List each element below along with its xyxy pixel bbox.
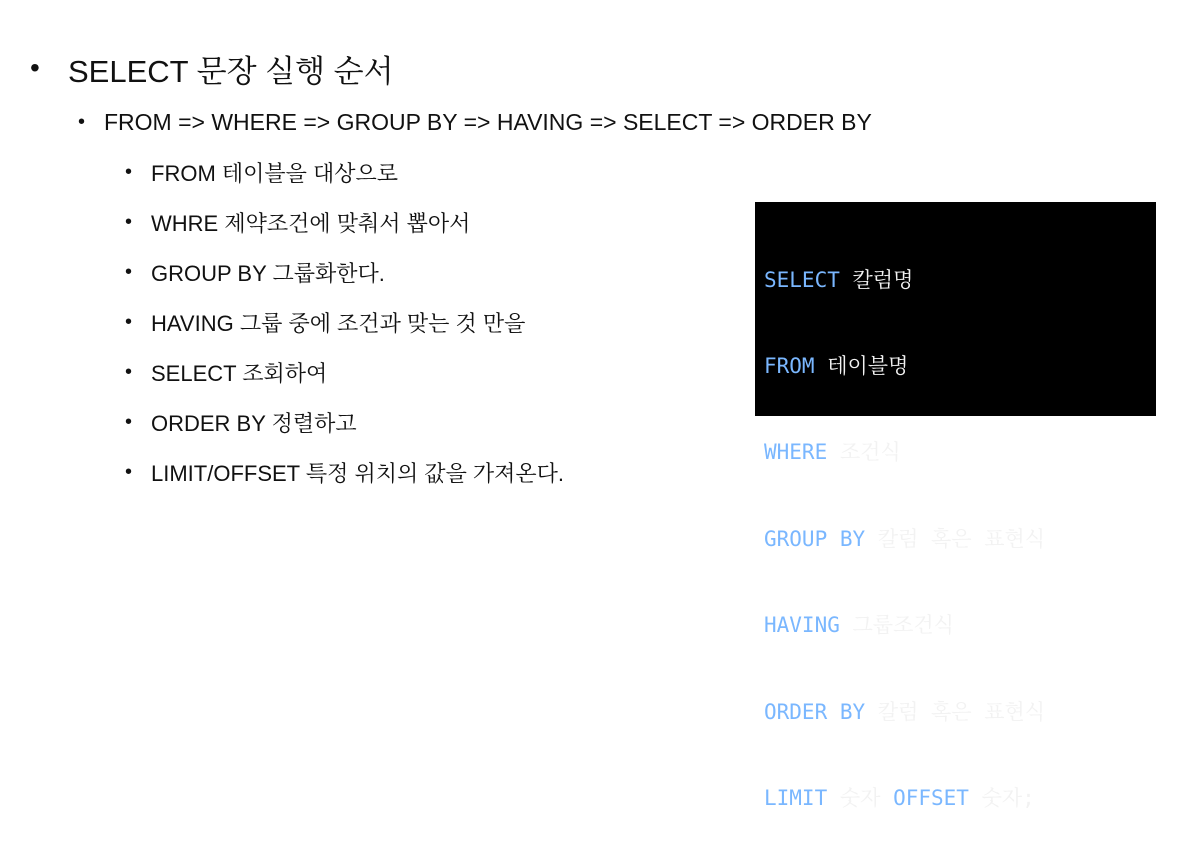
code-keyword: WHERE [764, 440, 828, 465]
code-keyword: HAVING [764, 613, 840, 638]
code-keyword: OFFSET [893, 785, 969, 810]
bullet-icon: • [125, 310, 133, 333]
step-item-select [125, 356, 327, 388]
heading-row [30, 46, 394, 90]
code-text: 칼럼 혹은 표현식 [865, 699, 1046, 724]
step-text: GROUP BY 그룹화한다. [151, 260, 385, 286]
code-line-limit [764, 784, 1156, 813]
step-text: ORDER BY 정렬하고 [151, 410, 357, 436]
step-item-limit-offset [125, 456, 564, 488]
code-keyword: FROM [764, 353, 815, 378]
bullet-icon: • [30, 52, 40, 83]
code-line-from [764, 352, 1156, 381]
bullet-icon: • [125, 260, 133, 283]
code-keyword: GROUP BY [764, 526, 866, 551]
code-text: 조건식 [827, 440, 901, 465]
bullet-icon: • [78, 110, 86, 133]
bullet-icon: • [125, 460, 133, 483]
execution-order-text: FROM => WHERE => GROUP BY => HAVING => SELECT => ORDER BY [104, 108, 872, 135]
bullet-icon: • [125, 410, 133, 433]
code-text: 테이블명 [814, 353, 909, 378]
code-line-order-by [764, 698, 1156, 727]
step-text: WHRE 제약조건에 맞춰서 뽑아서 [151, 210, 471, 236]
step-text: HAVING 그룹 중에 조건과 맞는 것 만을 [151, 310, 526, 336]
code-line-select [764, 266, 1156, 295]
bullet-icon: • [125, 210, 133, 233]
step-text: SELECT 조회하여 [151, 360, 328, 386]
sql-code-block [755, 202, 1156, 810]
code-text: 그룹조건식 [839, 613, 954, 638]
page-title: SELECT 문장 실행 순서 [68, 53, 394, 89]
step-item-order-by [125, 406, 357, 438]
code-text: 칼럼명 [839, 267, 914, 292]
code-line-where [764, 438, 1156, 467]
code-keyword: ORDER BY [764, 699, 866, 724]
step-item-from [125, 156, 398, 188]
step-item-group-by [125, 256, 385, 288]
code-text: 숫자 [827, 785, 894, 810]
bullet-icon: • [125, 160, 133, 183]
bullet-icon: • [125, 360, 133, 383]
code-line-group-by [764, 525, 1156, 554]
code-text: 칼럼 혹은 표현식 [865, 526, 1046, 551]
code-keyword: SELECT [764, 267, 840, 292]
code-line-having [764, 611, 1156, 640]
execution-order-row [78, 106, 872, 138]
step-item-having [125, 306, 525, 338]
code-text: 숫자; [968, 785, 1035, 810]
code-keyword: LIMIT [764, 785, 828, 810]
step-text: LIMIT/OFFSET 특정 위치의 값을 가져온다. [151, 460, 565, 486]
step-text: FROM 테이블을 대상으로 [151, 160, 399, 186]
step-item-where [125, 206, 470, 238]
